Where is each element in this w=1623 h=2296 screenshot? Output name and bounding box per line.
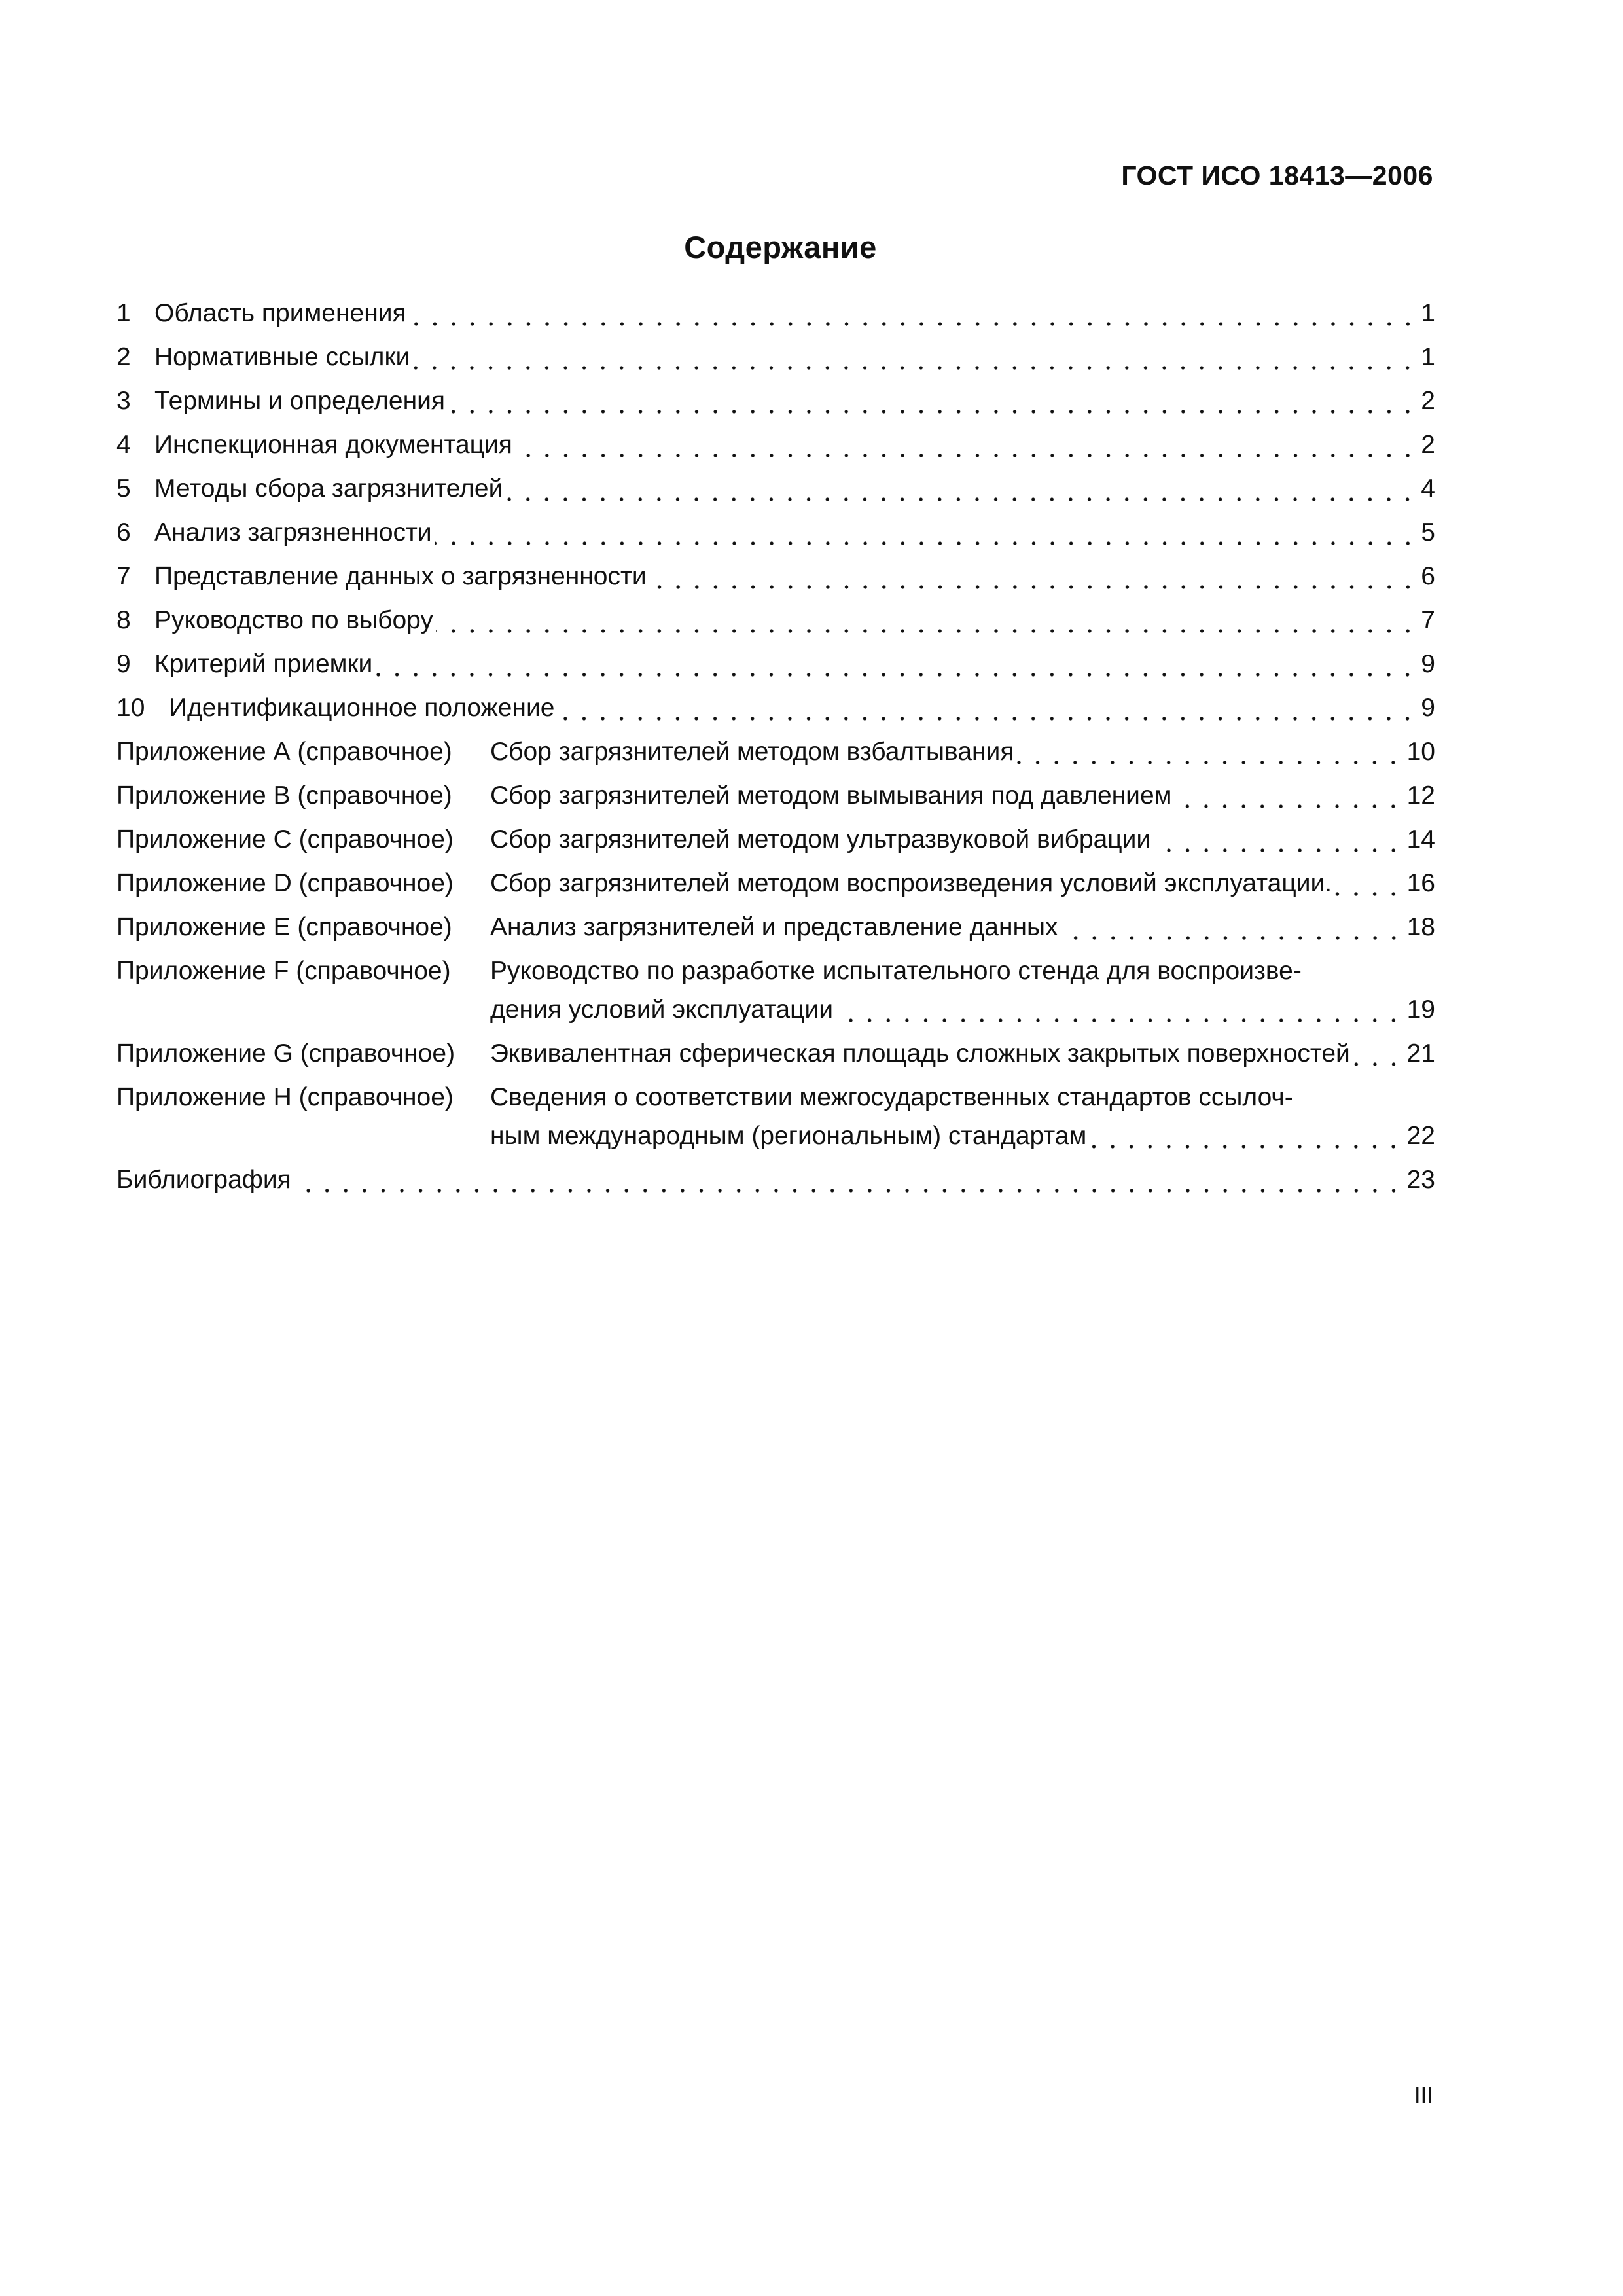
dot-leader <box>505 473 1417 505</box>
page-reference: 23 <box>1406 1166 1435 1194</box>
toc-entry-appendix-d[interactable] <box>116 868 1435 912</box>
page-number: III <box>1414 2083 1433 2108</box>
appendix-label: Приложение А (справочное) <box>116 738 452 766</box>
section-title: Область применения <box>154 299 406 327</box>
page-reference: 18 <box>1406 913 1435 941</box>
dot-leader <box>1061 912 1403 943</box>
page-reference: 1 <box>1421 299 1435 327</box>
appendix-title: Эквивалентная сферическая площадь сложных закрытых поверхностей <box>490 1039 1350 1067</box>
toc-entry-label <box>116 692 554 724</box>
page-reference: 7 <box>1421 606 1435 634</box>
toc-entry-appendix-h[interactable] <box>116 1082 1435 1164</box>
toc-entry-label <box>116 386 445 417</box>
appendix-label: Приложение G (справочное) <box>116 1039 455 1067</box>
page-reference: 2 <box>1421 387 1435 415</box>
section-number: 6 <box>116 518 131 547</box>
appendix-title-line-1: Руководство по разработке испытательного стенда для воспроизве- <box>490 957 1302 985</box>
appendix-title: Сбор загрязнителей методом ультразвуковой вибрации <box>490 825 1151 853</box>
toc-entry-section-5[interactable] <box>116 473 1435 517</box>
toc-entry-label <box>116 605 433 636</box>
page-reference: 1 <box>1421 343 1435 371</box>
toc-entry-section-7[interactable] <box>116 561 1435 605</box>
section-title: Нормативные ссылки <box>154 343 410 371</box>
bibliography-title: Библиография <box>116 1166 291 1194</box>
dot-leader <box>448 386 1417 417</box>
appendix-title: Анализ загрязнителей и представление данных <box>490 913 1058 941</box>
toc-entry-label <box>116 473 503 505</box>
dot-leader <box>412 342 1417 373</box>
dot-leader <box>1089 1121 1402 1152</box>
dot-leader <box>515 429 1417 461</box>
page-reference: 12 <box>1406 781 1435 810</box>
section-title: Инспекционная документация <box>154 431 512 459</box>
appendix-title: Сбор загрязнителей методом вымывания под давлением <box>490 781 1172 810</box>
page-reference: 9 <box>1421 694 1435 722</box>
page-reference: 22 <box>1406 1122 1435 1150</box>
section-title: Критерий приемки <box>154 650 373 678</box>
toc-entry-label <box>116 517 432 548</box>
page-reference: 6 <box>1421 562 1435 590</box>
page-reference: 16 <box>1406 869 1435 897</box>
section-number: 2 <box>116 343 131 371</box>
dot-leader <box>435 517 1418 548</box>
dot-leader <box>1334 868 1403 899</box>
toc-entry-label <box>116 342 410 373</box>
appendix-title-line-2: ным международным (региональным) стандартам <box>490 1122 1087 1150</box>
dot-leader <box>1153 824 1402 855</box>
standard-code: ГОСТ ИСО 18413—2006 <box>1121 160 1433 190</box>
appendix-title: Сбор загрязнителей методом воспроизведения условий эксплуатации. <box>490 869 1332 897</box>
page-title: Содержание <box>684 230 877 264</box>
toc-entry-appendix-c[interactable] <box>116 824 1435 868</box>
dot-leader <box>557 692 1417 724</box>
page-reference: 9 <box>1421 650 1435 678</box>
section-number: 9 <box>116 650 131 678</box>
dot-leader <box>836 994 1403 1026</box>
section-title: Анализ загрязненности <box>154 518 432 547</box>
toc-entry-label <box>116 429 512 461</box>
page-reference: 14 <box>1406 825 1435 853</box>
table-of-contents <box>116 298 1435 1208</box>
page-reference: 21 <box>1406 1039 1435 1067</box>
toc-entry-appendix-b[interactable] <box>116 780 1435 824</box>
appendix-label: Приложение Е (справочное) <box>116 913 452 941</box>
dot-leader <box>1353 1038 1403 1069</box>
toc-entry-label <box>116 561 647 592</box>
section-title: Методы сбора загрязнителей <box>154 475 503 503</box>
toc-entry-section-9[interactable] <box>116 649 1435 692</box>
toc-entry-appendix-g[interactable] <box>116 1038 1435 1082</box>
page-reference: 2 <box>1421 431 1435 459</box>
toc-entry-section-6[interactable] <box>116 517 1435 561</box>
section-number: 10 <box>116 694 145 722</box>
section-number: 7 <box>116 562 131 590</box>
appendix-label: Приложение Н (справочное) <box>116 1083 454 1111</box>
section-number: 8 <box>116 606 131 634</box>
toc-entry-section-1[interactable] <box>116 298 1435 342</box>
section-title: Представление данных о загрязненности <box>154 562 647 590</box>
toc-entry-appendix-a[interactable] <box>116 736 1435 780</box>
section-number: 1 <box>116 299 131 327</box>
appendix-title-line-2: дения условий эксплуатации <box>490 996 833 1024</box>
dot-leader <box>375 649 1417 680</box>
appendix-title: Сбор загрязнителей методом взбалтывания <box>490 738 1014 766</box>
dot-leader <box>436 605 1417 636</box>
page-reference: 10 <box>1406 738 1435 766</box>
toc-entry-section-3[interactable] <box>116 386 1435 429</box>
appendix-label: Приложение F (справочное) <box>116 957 451 985</box>
page-reference: 5 <box>1421 518 1435 547</box>
toc-entry-section-2[interactable] <box>116 342 1435 386</box>
appendix-label: Приложение D (справочное) <box>116 869 454 897</box>
toc-entry-appendix-e[interactable] <box>116 912 1435 956</box>
toc-entry-appendix-f[interactable] <box>116 956 1435 1038</box>
section-title: Идентификационное положение <box>169 694 555 722</box>
appendix-label: Приложение В (справочное) <box>116 781 452 810</box>
section-number: 3 <box>116 387 131 415</box>
appendix-label: Приложение С (справочное) <box>116 825 454 853</box>
toc-entry-section-4[interactable] <box>116 429 1435 473</box>
section-title: Руководство по выбору <box>154 606 433 634</box>
dot-leader <box>294 1164 1403 1196</box>
section-number: 5 <box>116 475 131 503</box>
toc-entry-section-10[interactable] <box>116 692 1435 736</box>
toc-entry-label <box>116 649 372 680</box>
dot-leader <box>1174 780 1402 812</box>
dot-leader <box>409 298 1418 329</box>
toc-entry-section-8[interactable] <box>116 605 1435 649</box>
section-number: 4 <box>116 431 131 459</box>
dot-leader <box>649 561 1418 592</box>
appendix-title-line-1: Сведения о соответствии межгосударственных стандартов ссылоч- <box>490 1083 1293 1111</box>
toc-entry-bibliography[interactable] <box>116 1164 1435 1208</box>
page-reference: 19 <box>1406 996 1435 1024</box>
toc-entry-label <box>116 298 406 329</box>
page-reference: 4 <box>1421 475 1435 503</box>
section-title: Термины и определения <box>154 387 446 415</box>
dot-leader <box>1016 736 1402 768</box>
